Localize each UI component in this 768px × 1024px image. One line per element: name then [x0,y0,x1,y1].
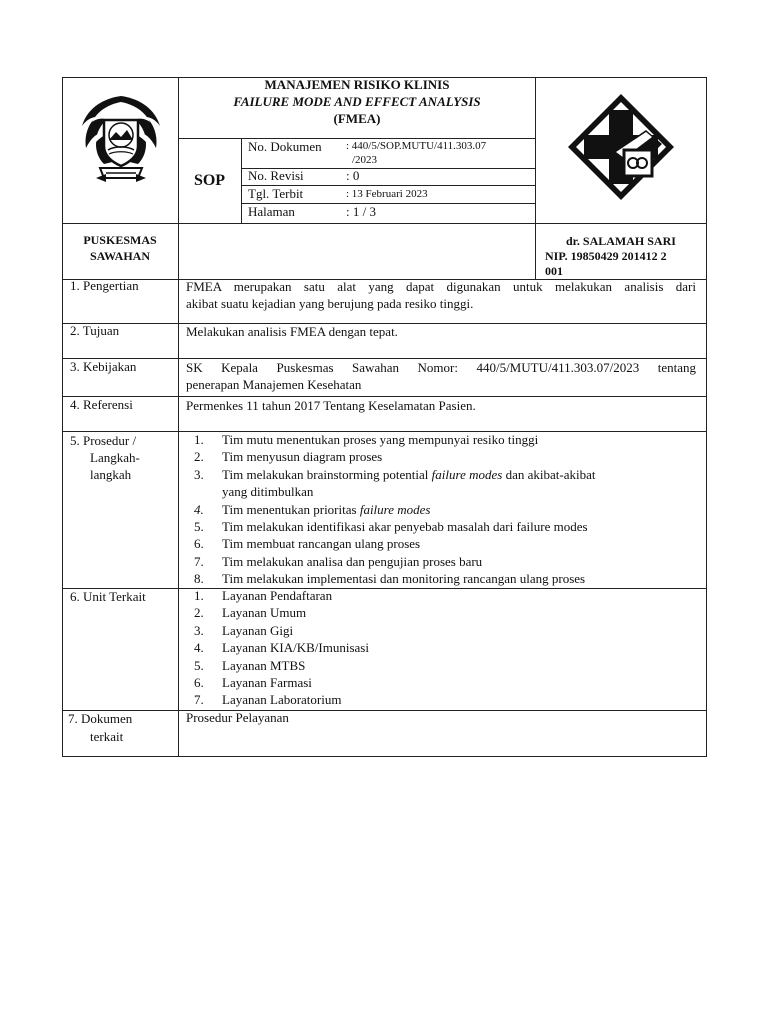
list-item: 2. Tim menyusun diagram proses [194,449,383,465]
meta-label-no-revisi: No. Revisi [248,168,304,183]
section-label-dokumen-terkait: 7. Dokumen [68,711,133,726]
list-item: 3. Tim melakukan brainstorming potential failure modes dan akibat-akibat yang ditimbulkan [194,466,596,500]
list-item: 5. Tim melakukan identifikasi akar penyebab masalah dari failure modes [194,518,588,534]
section-label-referensi: 4. Referensi [70,397,133,412]
section-label-pengertian: 1. Pengertian [70,278,139,293]
section-label-dokumen-terkait-line2: terkait [90,729,124,744]
list-item: 3. Layanan Gigi [194,622,294,638]
list-item: 6. Layanan Farmasi [194,674,312,690]
meta-value-halaman: : 1 / 3 [346,204,376,219]
section-label-prosedur-line3: langkah [90,467,132,482]
list-item: 2. Layanan Umum [194,605,307,621]
list-item: 1. Layanan Pendaftaran [194,588,333,603]
unit-terkait-list [194,587,694,709]
sop-label: SOP [193,172,226,189]
prosedur-list [194,431,694,588]
meta-value-no-dokumen: : 440/5/SOP.MUTU/411.303.07 [346,140,487,152]
section-label-prosedur: 5. Prosedur / [70,433,137,448]
list-item: 5. Layanan MTBS [194,657,306,673]
org-name-line1: PUSKESMAS [83,233,157,247]
document-abbreviation: (FMEA) [333,111,381,126]
section-label-prosedur-line2: Langkah- [90,450,140,465]
list-item: 4. Layanan KIA/KB/Imunisasi [194,640,369,656]
dokumen-terkait-text: Prosedur Pelayanan [186,710,289,725]
list-item: 4. Tim menentukan prioritas failure modes [194,501,431,517]
section-label-tujuan: 2. Tujuan [70,323,120,338]
document-subtitle: FAILURE MODE AND EFFECT ANALYSIS [233,94,481,109]
org-name-line2: SAWAHAN [89,249,150,263]
signer-nip-cont: 001 [545,264,563,278]
meta-label-no-dokumen: No. Dokumen [248,139,322,154]
pengertian-text-line2: akibat suatu kejadian yang berujung pada resiko tinggi. [186,296,474,311]
list-item: 6. Tim membuat rancangan ulang proses [194,536,421,552]
signer-nip: NIP. 19850429 201412 2 [545,249,667,263]
referensi-text: Permenkes 11 tahun 2017 Tentang Keselamatan Pasien. [186,398,476,413]
signer-name: dr. SALAMAH SARI [566,234,676,248]
regional-emblem-icon [76,90,166,190]
list-item: 8. Tim melakukan implementasi dan monitoring rancangan ulang proses [194,571,586,587]
meta-value-no-dokumen-cont: /2023 [352,154,378,166]
pengertian-text-line1: FMEA merupakan satu alat yang dapat digunakan untuk melakukan analisis dari [186,279,696,294]
meta-label-tgl-terbit: Tgl. Terbit [248,186,304,201]
kebijakan-text-line2: penerapan Manajemen Kesehatan [186,377,362,392]
kebijakan-text-line1: SK Kepala Puskesmas Sawahan Nomor: 440/5/MUTU/411.303.07/2023 tentang [186,360,696,375]
meta-label-halaman: Halaman [248,204,295,219]
section-label-kebijakan: 3. Kebijakan [70,359,137,374]
document-title: MANAJEMEN RISIKO KLINIS [264,77,450,92]
list-item: 1. Tim mutu menentukan proses yang mempunyai resiko tinggi [194,432,539,447]
section-label-unit-terkait: 6. Unit Terkait [70,589,146,604]
meta-value-no-revisi: : 0 [346,168,360,183]
meta-value-tgl-terbit: : 13 Februari 2023 [346,188,428,200]
tujuan-text: Melakukan analisis FMEA dengan tepat. [186,324,398,339]
health-cross-house-icon [566,92,676,202]
list-item: 7. Layanan Laboratorium [194,692,342,708]
list-item: 7. Tim melakukan analisa dan pengujian proses baru [194,553,483,569]
